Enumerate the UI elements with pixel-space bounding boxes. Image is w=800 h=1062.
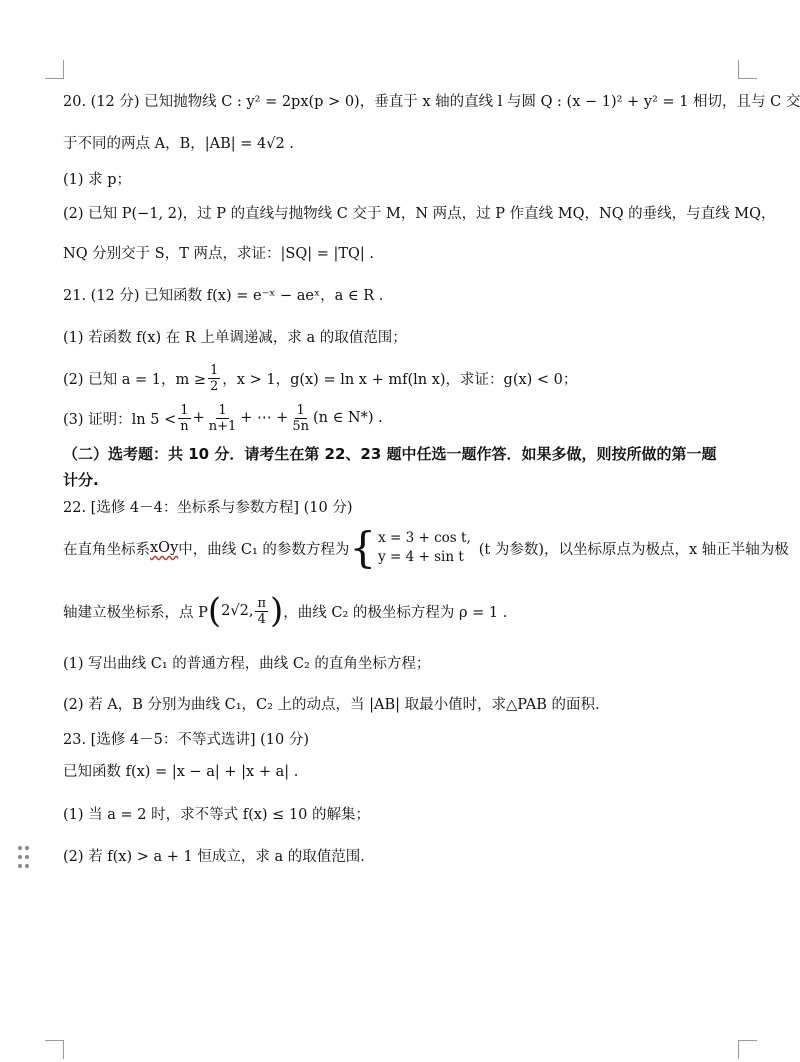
q22-title: 22. [选修 4－4：坐标系与参数方程] (10 分): [63, 500, 353, 516]
fraction-numerator: 1: [296, 402, 305, 418]
fraction-one-half: [208, 363, 220, 394]
q20-line1: 20. (12 分) 已知抛物线 C : y² = 2px(p > 0)，垂直于 x 轴的直线 l 与圆 Q : (x − 1)² + y² = 1 相切，且与 C 交: [63, 94, 800, 110]
q22-polar-line: [63, 588, 507, 634]
q20-sub1: (1) 求 p；: [63, 172, 132, 188]
fraction-1-over-n: [178, 403, 190, 434]
q22-para-text-a: 在直角坐标系: [63, 541, 150, 558]
parametric-equations: [378, 529, 471, 567]
parametric-eq-x: x = 3 + cos t,: [378, 530, 471, 546]
q23-sub1: (1) 当 a = 2 时，求不等式 f(x) ≤ 10 的解集；: [63, 807, 370, 823]
fraction-denominator: 5n: [292, 418, 309, 434]
q22-para-text-b: 中，曲线 C₁ 的参数方程为: [178, 541, 350, 558]
ellipsis-sum: + ⋯ +: [240, 410, 289, 426]
parametric-eq-y: y = 4 + sin t: [378, 549, 464, 565]
page-corner-mark-bottom-left: [45, 1040, 64, 1059]
q21-sub2: [63, 358, 577, 398]
q21-sub3-text-a: (3) 证明：ln 5 <: [63, 411, 177, 428]
left-brace: {: [349, 523, 377, 572]
q23-sub2: (2) 若 f(x) > a + 1 恒成立，求 a 的取值范围.: [63, 849, 365, 865]
q20-line2: 于不同的两点 A，B，|AB| = 4√2 .: [63, 136, 294, 152]
q21-sub2-text-a: (2) 已知 a = 1，m ≥: [63, 371, 207, 388]
q22-para-text-c: (t 为参数)，以坐标原点为极点，x 轴正半轴为极: [478, 541, 789, 558]
fraction-numerator: π: [257, 595, 266, 611]
q20-sub2-line1: (2) 已知 P(−1, 2)，过 P 的直线与抛物线 C 交于 M，N 两点，过 P 作直线 MQ，NQ 的垂线，与直线 MQ，: [63, 206, 776, 222]
q23-line1: 已知函数 f(x) = |x − a| + |x + a| .: [63, 764, 299, 780]
fraction-numerator: 1: [218, 402, 227, 418]
q23-title: 23. [选修 4－5：不等式选讲] (10 分): [63, 732, 310, 748]
q21-line1: 21. (12 分) 已知函数 f(x) = e⁻ˣ − aeˣ，a ∈ R .: [63, 288, 384, 304]
q22-sub2: (2) 若 A，B 分别为曲线 C₁，C₂ 上的动点，当 |AB| 取最小值时，求△PAB 的面积.: [63, 697, 600, 713]
q22-polar-text-b: ，曲线 C₂ 的极坐标方程为 ρ = 1 .: [283, 604, 508, 621]
q21-sub1: (1) 若函数 f(x) 在 R 上单调递减，求 a 的取值范围；: [63, 330, 407, 346]
q22-paragraph: [63, 523, 789, 572]
right-paren: ): [270, 591, 284, 631]
section2-heading-line1: （二）选考题：共 10 分．请考生在第 22、23 题中任选一题作答．如果多做，则按所做的第一题: [63, 445, 717, 463]
fraction-denominator: n+1: [208, 418, 237, 434]
plus-sign: +: [192, 410, 205, 426]
fraction-pi-over-4: [255, 596, 268, 627]
fraction-denominator: n: [180, 418, 189, 434]
fraction-denominator: 2: [210, 378, 219, 394]
fraction-denominator: 4: [257, 611, 266, 627]
section2-heading-line2: 计分.: [63, 471, 99, 489]
fraction-numerator: 1: [180, 402, 189, 418]
q22-xoy-term: xOy: [150, 540, 179, 556]
q22-polar-text-a: 轴建立极坐标系，点 P: [63, 604, 208, 621]
fraction-numerator: 1: [210, 362, 219, 378]
q21-sub3: [63, 398, 383, 438]
page-corner-mark-top-right: [738, 60, 757, 79]
q20-sub2-line2: NQ 分别交于 S，T 两点，求证：|SQ| = |TQ| .: [63, 246, 375, 262]
q21-sub3-text-b: (n ∈ N*) .: [312, 410, 383, 426]
drag-handle-icon[interactable]: [18, 846, 30, 870]
q21-sub2-text-b: ，x > 1，g(x) = ln x + mf(ln x)，求证：g(x) < 0；: [222, 371, 578, 388]
point-p-radius: 2√2,: [221, 603, 254, 619]
fraction-1-over-n-plus-1: [207, 403, 239, 434]
fraction-1-over-5n: [290, 403, 311, 434]
page-corner-mark-top-left: [45, 60, 64, 79]
left-paren: (: [207, 591, 222, 631]
page-corner-mark-bottom-right: [738, 1040, 757, 1059]
q22-sub1: (1) 写出曲线 C₁ 的普通方程，曲线 C₂ 的直角坐标方程；: [63, 656, 431, 672]
